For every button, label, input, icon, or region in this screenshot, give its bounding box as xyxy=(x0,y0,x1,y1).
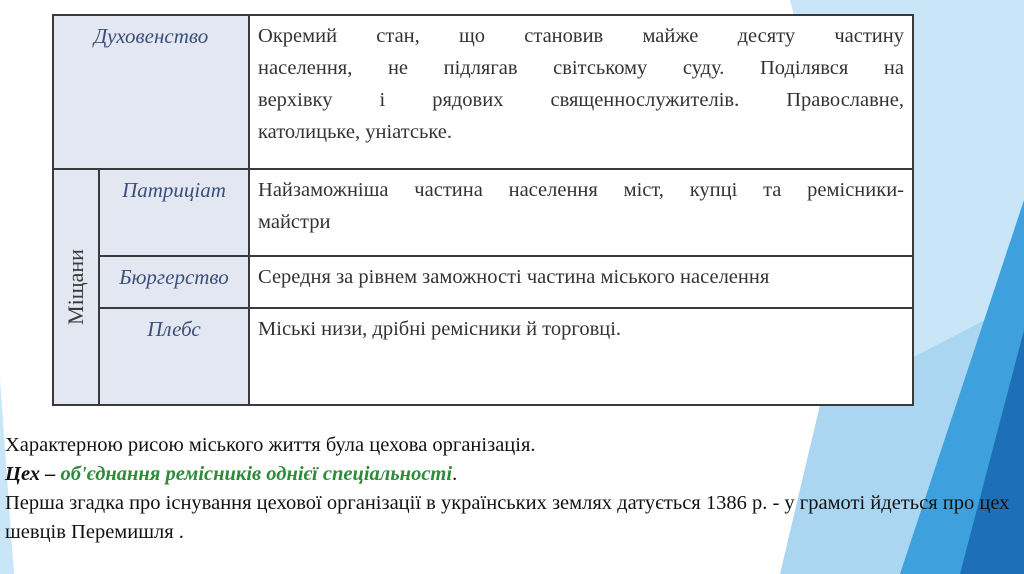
patriciate-desc-line: Найзаможніша частина населення міст, купці та ремісники- xyxy=(258,179,904,201)
burgherdom-desc-line: Середня за рівнем заможності частина міського населення xyxy=(258,266,770,288)
plebs-desc-line: Міські низи, дрібні ремісники й торговці. xyxy=(258,318,622,340)
burghers-group-cell xyxy=(53,169,99,405)
period: . xyxy=(452,463,458,485)
clergy-desc-line: Окремий стан, що становив майже десяту частину xyxy=(258,25,904,47)
clergy-desc-line: населення, не підлягав світському суду. Поділявся на xyxy=(258,57,904,79)
plebs-label: Плебс xyxy=(147,317,201,341)
table-row-patriciate xyxy=(53,169,913,256)
burghers-group-label: Міщани xyxy=(63,249,88,325)
burgherdom-description-cell xyxy=(249,256,913,308)
clergy-desc-line: верхівку і рядових священнослужителів. Православне, xyxy=(258,89,904,111)
table-row-plebs xyxy=(53,308,913,405)
clergy-description-cell xyxy=(249,15,913,169)
plebs-description-cell xyxy=(249,308,913,405)
term-tsekh: Цех xyxy=(5,463,41,485)
table-row-burgherdom xyxy=(53,256,913,308)
clergy-header-cell xyxy=(53,15,249,169)
estates-table xyxy=(52,14,914,406)
first-mention-sentence: Перша згадка про існування цехової організації в українських землях датується 1386 р. - у грамоті йдеться про цех шевців Перемишля . xyxy=(5,492,1010,543)
body-text xyxy=(5,431,1015,547)
burgherdom-label: Бюргерство xyxy=(119,265,229,289)
clergy-label: Духовенство xyxy=(93,24,209,48)
clergy-desc-line: католицьке, уніатське. xyxy=(258,121,453,143)
dash: – xyxy=(40,463,61,485)
term-definition: об'єднання ремісників однієї спеціальності xyxy=(60,463,453,485)
burgherdom-header-cell xyxy=(99,256,249,308)
intro-sentence: Характерною рисою міського життя була цехова організація. xyxy=(5,434,536,456)
plebs-header-cell xyxy=(99,308,249,405)
patriciate-header-cell xyxy=(99,169,249,256)
patriciate-description-cell xyxy=(249,169,913,256)
table-row-clergy xyxy=(53,15,913,169)
patriciate-desc-line: майстри xyxy=(258,211,331,233)
definition-sentence xyxy=(5,460,1015,489)
patriciate-label: Патриціат xyxy=(122,178,226,202)
